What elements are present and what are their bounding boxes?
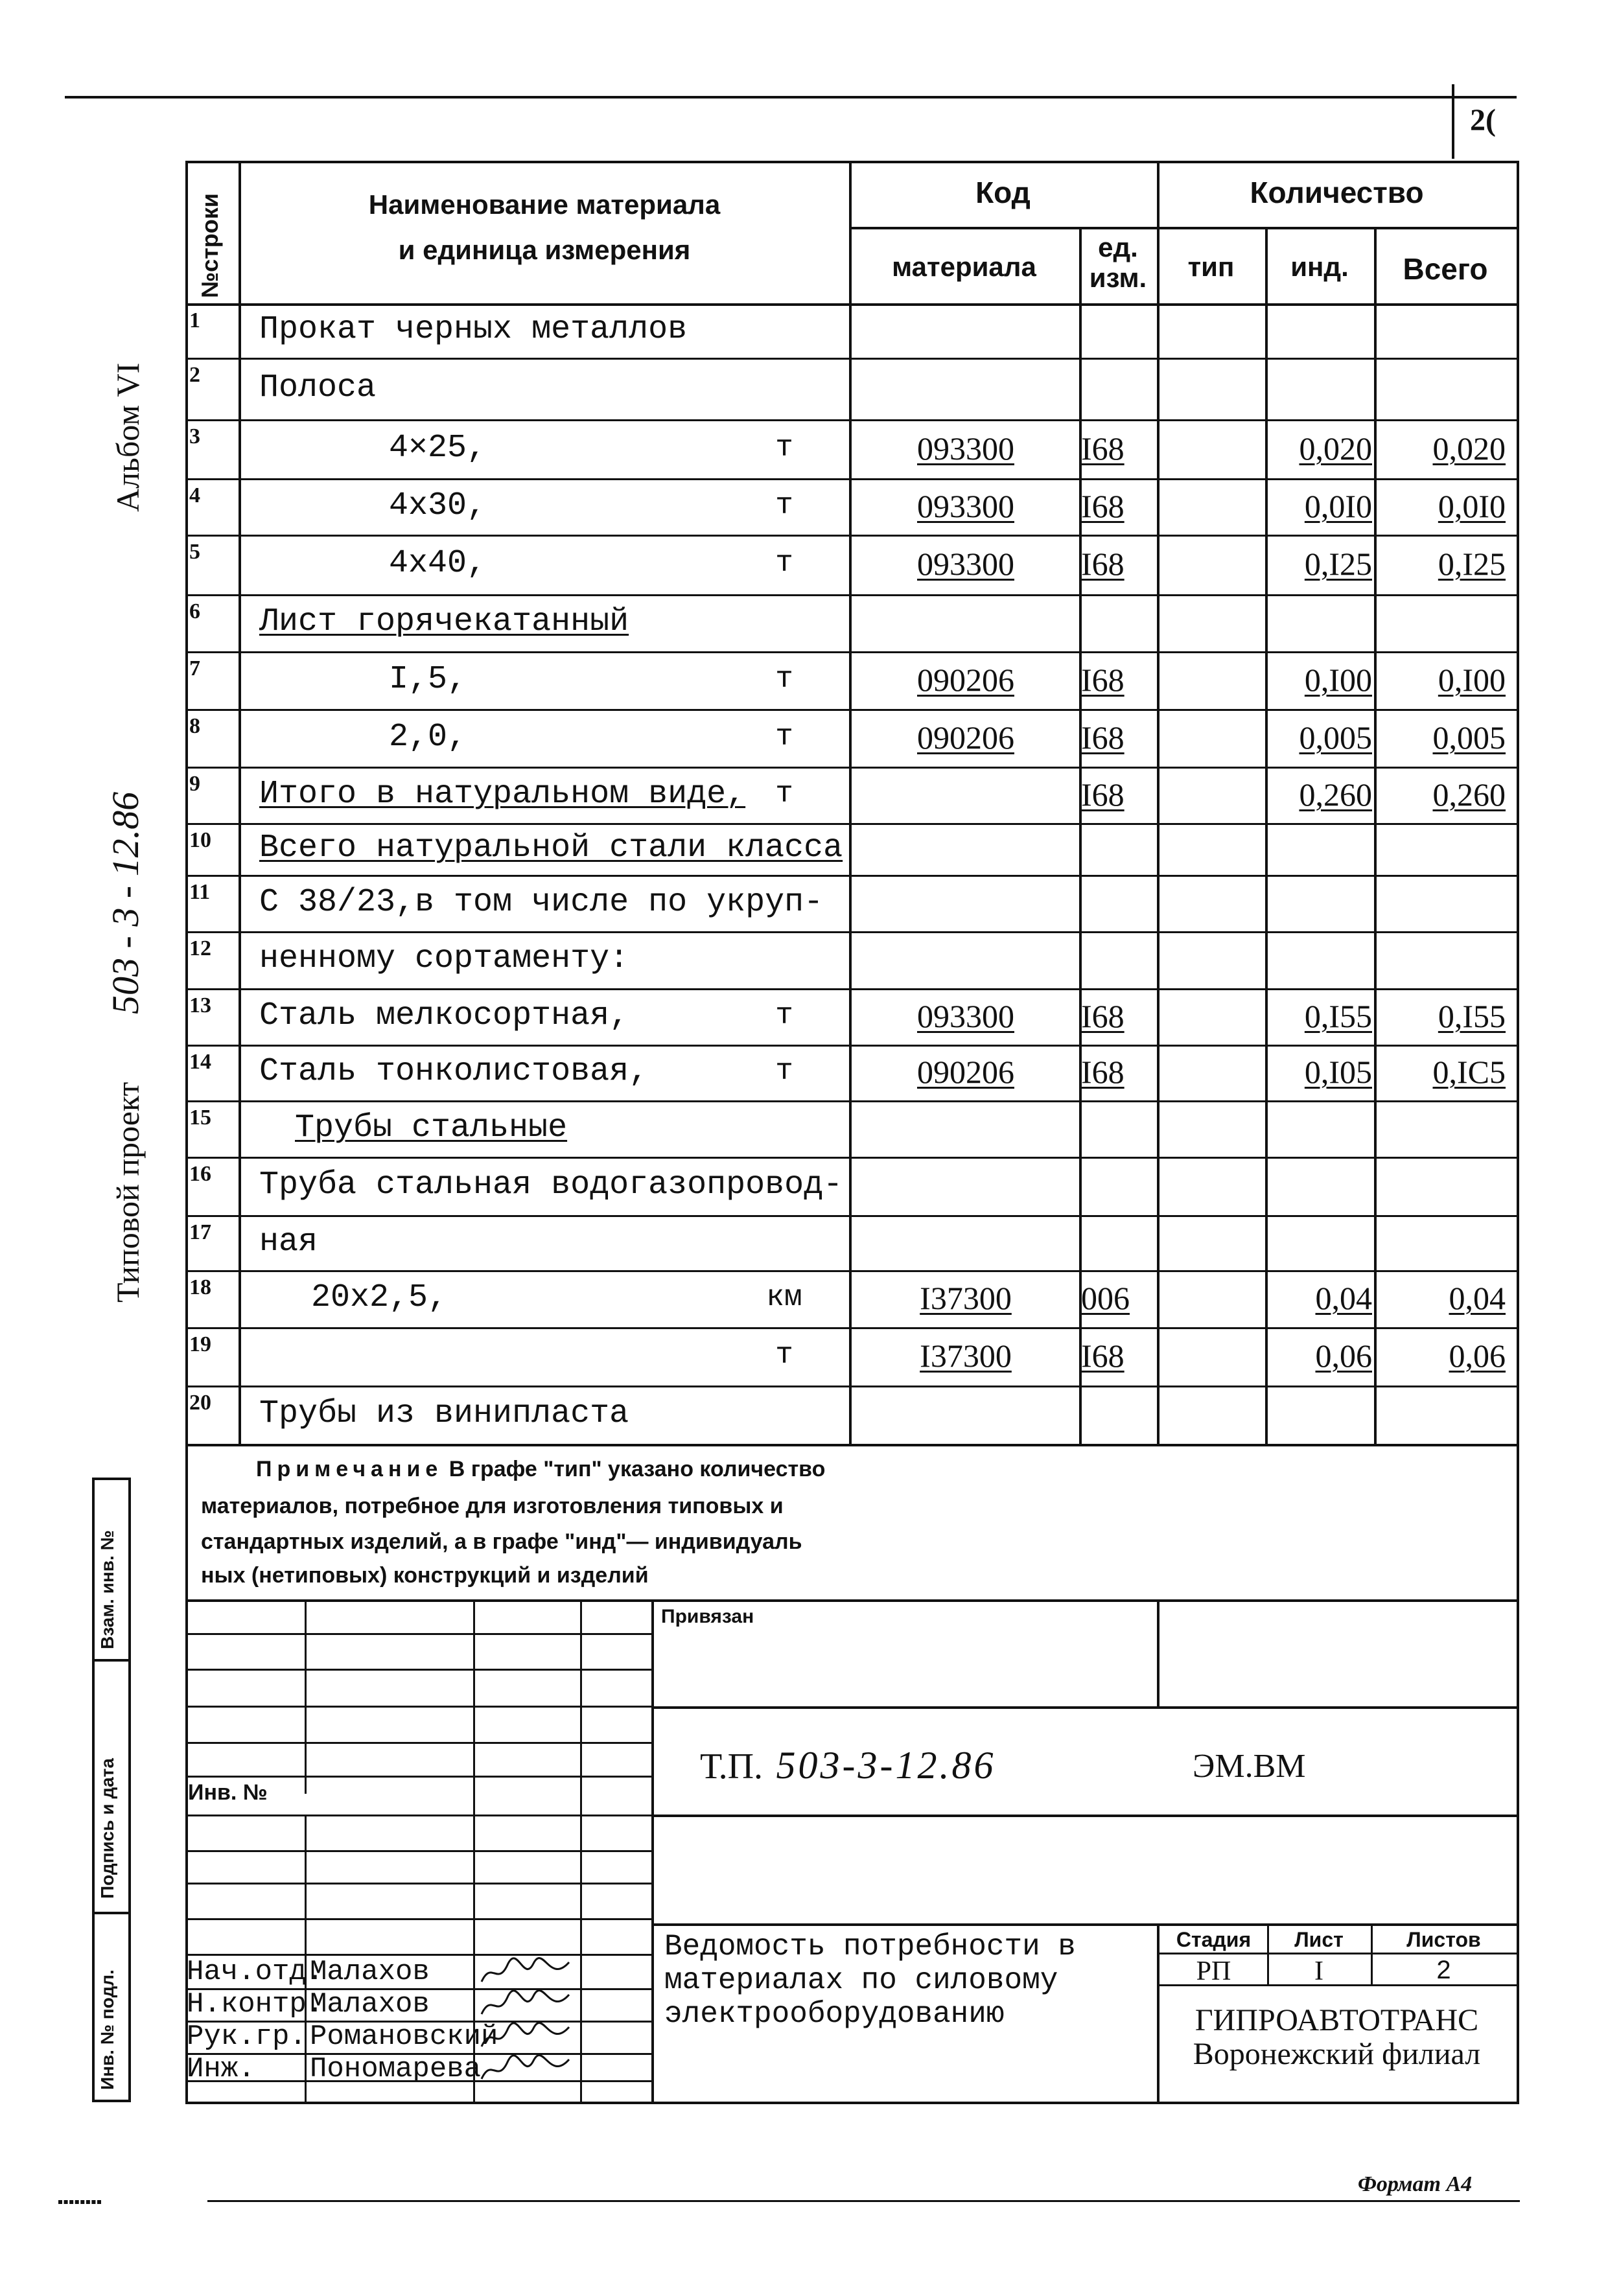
row-total: 0,0I0	[1438, 487, 1506, 524]
row-total: 0,I25	[1438, 546, 1506, 582]
row-total: 0,005	[1432, 719, 1506, 756]
row-name: Всего натуральной стали класса	[259, 829, 843, 866]
row-ind: 0,I55	[1304, 997, 1372, 1034]
row-total: 0,IC5	[1432, 1054, 1506, 1090]
row-number: 17	[189, 1220, 211, 1244]
row-number: 7	[189, 656, 200, 680]
header-kolichestvo: Количество	[1250, 176, 1424, 209]
stadiya-label: Стадия	[1176, 1928, 1252, 1951]
row-name: 20x2,5,	[311, 1279, 448, 1316]
row-ind: 0,I00	[1304, 661, 1372, 698]
doc-title-line2: материалах по силовому	[664, 1964, 1058, 1997]
row-unit: т	[775, 1054, 793, 1089]
note-line3: стандартных изделий, а в графе "инд"— индивидуаль	[201, 1529, 802, 1554]
header-material: материала	[892, 251, 1036, 282]
signature-scribble	[478, 1989, 576, 2021]
signature-scribble	[478, 2022, 576, 2053]
row-ed: I68	[1081, 546, 1124, 582]
doc-code-prefix: Т.П.	[700, 1746, 763, 1787]
doc-code	[700, 1743, 996, 1788]
note-line1: В графе "тип" указано количество	[449, 1457, 826, 1481]
row-number: 6	[189, 599, 200, 623]
row-number: 13	[189, 993, 211, 1017]
note-lead: Примечание	[256, 1457, 443, 1481]
org-branch: Воронежский филиал	[1193, 2037, 1481, 2071]
row-ind: 0,020	[1299, 430, 1372, 467]
row-name: 4x30,	[389, 487, 487, 524]
signatory-name: Малахов	[310, 1956, 430, 1988]
row-ed: I68	[1081, 487, 1124, 524]
row-unit: км	[766, 1281, 802, 1315]
header-ed-izm-1: ед.	[1098, 232, 1138, 262]
signatory-name: Романовский	[310, 2021, 498, 2053]
row-total: 0,06	[1449, 1338, 1506, 1374]
row-ed: I68	[1081, 1338, 1124, 1374]
signature-scribble	[478, 2054, 576, 2085]
row-name: Сталь мелкосортная,	[259, 997, 629, 1034]
row-number: 20	[189, 1391, 211, 1415]
row-unit: т	[775, 719, 793, 754]
row-name: ненному сортаменту:	[259, 940, 629, 977]
doc-code-number: 503-3-12.86	[776, 1744, 996, 1787]
header-ind: инд.	[1290, 251, 1349, 282]
podpis-label: Подпись и дата	[97, 1758, 117, 1899]
row-code: 090206	[917, 719, 1014, 756]
project-label: Типовой проект	[110, 1082, 146, 1303]
signatory-role: Рук.гр.	[187, 2021, 307, 2053]
signatory-name: Пономарева	[310, 2053, 482, 2085]
row-total: 0,I55	[1438, 997, 1506, 1034]
header-rownum: №строки	[196, 193, 223, 298]
row-unit: т	[775, 1338, 793, 1373]
row-number: 14	[189, 1050, 211, 1074]
doc-mark: ЭМ.ВМ	[1193, 1748, 1306, 1785]
row-ind: 0,0I0	[1304, 487, 1372, 524]
row-number: 9	[189, 772, 200, 796]
page-number: 2(	[1470, 103, 1496, 137]
header-kod: Код	[975, 176, 1031, 209]
row-name: Прокат черных металлов	[259, 311, 688, 348]
row-number: 16	[189, 1162, 211, 1186]
signatory-role: Инж.	[187, 2053, 255, 2085]
signature-scribble	[478, 1957, 576, 1988]
row-name: Трубы из винипласта	[259, 1395, 629, 1432]
row-ed: I68	[1081, 430, 1124, 467]
row-number: 11	[189, 880, 211, 904]
row-number: 8	[189, 714, 200, 738]
signatory-name: Малахов	[310, 1988, 430, 2021]
row-total: 0,I00	[1438, 661, 1506, 698]
row-name: Полоса	[259, 369, 377, 406]
row-name: Трубы стальные	[295, 1109, 568, 1146]
row-ind: 0,I05	[1304, 1054, 1372, 1090]
row-number: 18	[189, 1275, 211, 1299]
row-total: 0,260	[1432, 776, 1506, 813]
listov-value: 2	[1436, 1956, 1451, 1984]
row-number: 3	[189, 424, 200, 448]
note-line2: материалов, потребное для изготовления типовых и	[201, 1494, 784, 1518]
album-label: Альбом VI	[110, 362, 146, 512]
row-ed: I68	[1081, 661, 1124, 698]
header-name-line1: Наименование материала	[368, 189, 721, 220]
row-code: 090206	[917, 1054, 1014, 1090]
row-ed: I68	[1081, 776, 1124, 813]
row-unit: т	[775, 776, 793, 811]
inv-podl-label: Инв. № подл.	[97, 1969, 117, 2090]
row-ind: 0,260	[1299, 776, 1372, 813]
doc-title-line1: Ведомость потребности в	[664, 1930, 1076, 1964]
row-unit: т	[775, 546, 793, 581]
row-unit: т	[775, 998, 793, 1032]
row-number: 1	[189, 308, 200, 332]
row-name: Итого в натуральном виде,	[259, 775, 746, 813]
row-number: 12	[189, 936, 211, 960]
row-number: 10	[189, 828, 211, 852]
row-number: 5	[189, 540, 200, 564]
row-code: 093300	[917, 546, 1014, 582]
header-ed-izm-2: изм.	[1089, 262, 1147, 293]
row-code: 093300	[917, 997, 1014, 1034]
row-name: Сталь тонколистовая,	[259, 1053, 649, 1090]
row-name: Труба стальная водогазопровод-	[259, 1166, 843, 1203]
row-code: I37300	[920, 1280, 1012, 1316]
row-ind: 0,I25	[1304, 546, 1372, 582]
list-value: I	[1314, 1956, 1323, 1986]
row-name: 4×25,	[389, 429, 487, 467]
row-number: 4	[189, 483, 200, 507]
row-code: I37300	[920, 1338, 1012, 1374]
row-ed: I68	[1081, 997, 1124, 1034]
signatory-role: Нач.отд.	[187, 1956, 324, 1988]
row-code: 093300	[917, 430, 1014, 467]
inv-no-label: Инв. №	[188, 1780, 268, 1805]
row-unit: т	[775, 430, 793, 465]
row-ed: I68	[1081, 1054, 1124, 1090]
row-name: С 38/23,в том числе по укруп-	[259, 883, 824, 921]
row-number: 2	[189, 363, 200, 387]
org-name: ГИПРОАВТОТРАНС	[1194, 2003, 1479, 2037]
privyazan-label: Привязан	[661, 1606, 754, 1627]
row-name: 4x40,	[389, 545, 487, 582]
row-unit: т	[775, 488, 793, 522]
row-code: 090206	[917, 661, 1014, 698]
row-ind: 0,04	[1315, 1280, 1372, 1316]
row-ind: 0,06	[1315, 1338, 1372, 1374]
doc-title-line3: электрооборудованию	[664, 1997, 1005, 2031]
vz-inv-label: Взам. инв. №	[97, 1530, 117, 1649]
row-code: 093300	[917, 487, 1014, 524]
listov-label: Листов	[1406, 1928, 1481, 1951]
row-ed: 006	[1081, 1280, 1130, 1316]
signatory-role: Н.контр.	[187, 1988, 324, 2021]
header-vsego: Всего	[1403, 252, 1488, 286]
format-label: Формат А4	[1358, 2172, 1473, 2196]
row-name: ная	[259, 1223, 318, 1260]
project-code-vertical: 503 - 3 - 12.86	[104, 791, 146, 1014]
header-tip: тип	[1187, 251, 1235, 282]
list-label: Лист	[1294, 1928, 1344, 1951]
row-total: 0,04	[1449, 1280, 1506, 1316]
row-unit: т	[775, 662, 793, 696]
row-ind: 0,005	[1299, 719, 1372, 756]
note-line4: ных (нетиповых) конструкций и изделий	[201, 1563, 649, 1588]
header-name-line2: и единица измерения	[398, 235, 691, 265]
row-number: 19	[189, 1332, 211, 1356]
row-name: Лист горячекатанный	[259, 603, 629, 640]
row-name: I,5,	[389, 660, 467, 698]
row-number: 15	[189, 1106, 211, 1130]
row-ed: I68	[1081, 719, 1124, 756]
row-total: 0,020	[1432, 430, 1506, 467]
stadiya-value: РП	[1196, 1956, 1231, 1986]
row-name: 2,0,	[389, 718, 467, 756]
